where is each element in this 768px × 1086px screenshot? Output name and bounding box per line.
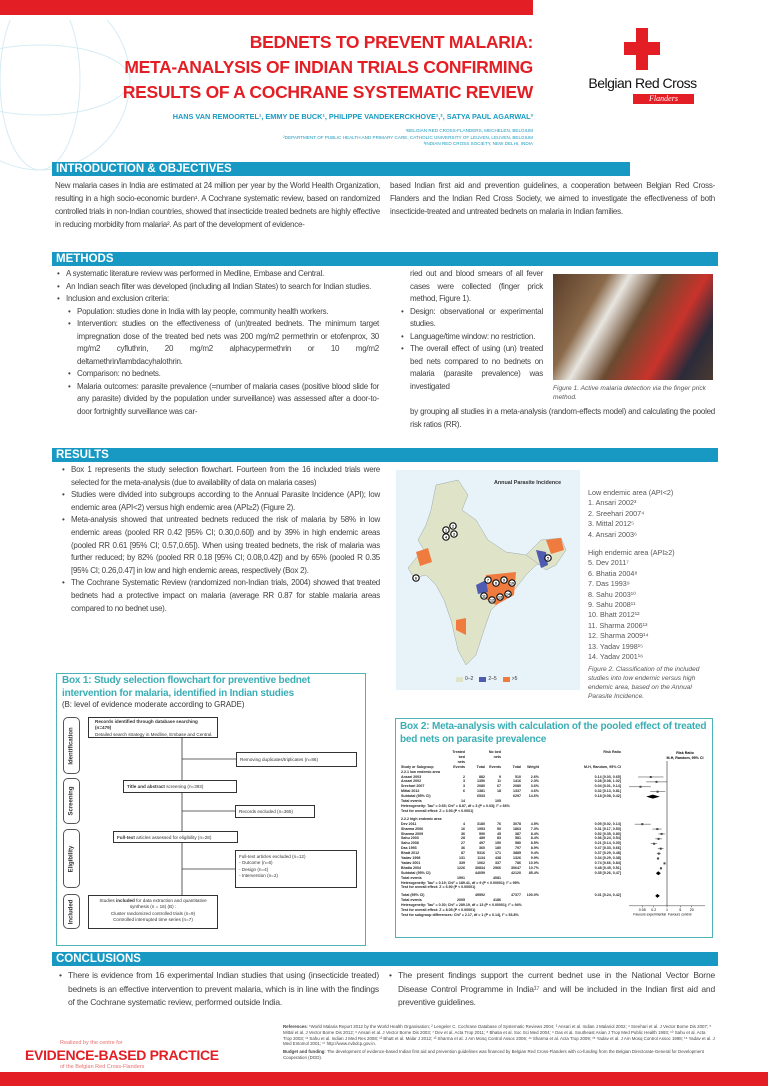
phase-included: Included xyxy=(63,894,80,929)
list-item: • Meta-analysis showed that untreated bednets reduced the risk of malaria by 58% in low endemic areas (pooled RR 0.42 [95% CI; 0.30,0.60]) and by 39% in high endemic areas (pooled RR 0.61 [95% CI; 0.57,0.65]). When using treated bednets, the risk of malaria was further reduced; by 82% (pooled RR 0.18 [95% CI; 0.08,0.42]) and by 65% (pooled R 0.35 [95% CI; 0.26,0.47] in low and high endemic areas, respectively (Box 2). xyxy=(60,514,380,577)
logo-sub: Flanders xyxy=(633,94,694,104)
forest-column-header: Study or Subgroup Events Total Events Total Weight M-H, Random, 95% CI xyxy=(401,764,621,769)
phase-identification: Identification xyxy=(63,717,80,774)
section-heading-methods: METHODS xyxy=(52,252,718,266)
box2-title: Box 2: Meta-analysis with calculation of the pooled effect of treated bed nets on parasite prevalence xyxy=(400,721,707,745)
list-item: • Box 1 represents the study selection flowchart. Fourteen from the 16 included trials were selected for the meta-analysis (due to availability of data on malaria cases) xyxy=(60,464,380,489)
forest-row: Sharma 2006 16 1953 50 1863 7.3% 0.31 [0.17, 0.53] xyxy=(401,826,621,831)
authors: HANS VAN REMOORTEL¹, EMMY DE BUCK¹, PHILIPPE VANDEKERCKHOVE¹,², SATYA PAUL AGARWAL³ xyxy=(172,112,533,121)
forest-diamond xyxy=(646,795,660,799)
box1-subtitle: (B: level of evidence moderate according to GRADE) xyxy=(62,700,245,709)
study-marker xyxy=(489,597,495,603)
study-marker xyxy=(545,555,551,561)
title-line: META-ANALYSIS OF INDIAN TRIALS CONFIRMING xyxy=(124,57,533,77)
svg-text:10: 10 xyxy=(510,581,514,586)
forest-point xyxy=(650,776,652,778)
forest-subgroup-test: Test for subgroup differences: Chi² = 2.17, df = 1 (P = 0.14), I² = 53.8% xyxy=(401,913,519,917)
forest-point xyxy=(639,786,641,788)
legend-item: 4. Ansari 2003⁶ xyxy=(588,529,637,539)
forest-tick-label: 1 xyxy=(666,907,668,912)
references: References: ¹World Malaria Report 2012 by the World Health Organisation; ² Lengeler C. Cochrane Database of Systematic Reviews 2004; ³ Ansari et al. Indian J Malariol 2002; ⁴ Sreehari et al. J Vector Borne Dis 2007; ⁵ Mittal et al. J Vector Borne Dis 2012; ⁶ Ansari et al. J Vector Borne Dis 2003; ⁷ Dev et al. Acta Trop 2011; ⁸ Bhatia et al. Soc Sci Med 2004; ⁹ Das et al. Southeast Asian J Trop Med Public Health 1993; ¹⁰ Sahu et al. Acta Trop 2003; ¹¹ Sahu et al. Indian J Med Res 2008; ¹² Bhatt et al. Malar J 2012; ¹³ Sharma et al. J Am Mosq Control Assoc 2006; ¹⁴ Sharma et al. Acta Trop 2009; ¹⁵ Yadav et al. J Am Mosq Control Assoc 1998; ¹⁶ Yadav et al. J Med Entomol 2001; ¹⁷ http://www.nvbdcp.gov.in. Budget and funding: The development of evidence-based Indian first aid and prevention guidelines was financed by Belgian Red Cross-Flanders with co-funding from the Belgian Directorate-General for Development Cooperation (DGD). xyxy=(283,1024,715,1060)
legend-item: 13. Yadav 1998¹⁵ xyxy=(588,641,644,651)
red-cross-icon xyxy=(624,28,660,70)
conclusions-list-1 xyxy=(57,969,379,1010)
legend-heading: High endemic area (API≥2) xyxy=(588,548,675,558)
poster-title xyxy=(93,30,533,105)
affiliations xyxy=(133,128,533,148)
forest-axis-label: Favours control xyxy=(668,912,692,917)
forest-row: Ansari 2003 2 882 9 510 2.6% 0.14 [0.03, 0.65] xyxy=(401,774,621,779)
list-item: • Language/time window: no restriction. xyxy=(399,331,715,344)
forest-plot xyxy=(400,750,710,918)
legend-item: 9. Sahu 2008¹¹ xyxy=(588,600,636,610)
forest-heterogeneity: Heterogeneity: Tau² = 0.30; Chi² = 289.19, df = 13 (P < 0.00001); I² = 94% xyxy=(401,903,522,908)
forest-point xyxy=(653,843,655,845)
list-item: • There is evidence from 16 experimental Indian studies that using (insecticide treated) bednets is an effective intervention to prevent malaria, which is in line with the findings of the Cochrane systematic review, performed outside India. xyxy=(57,969,379,1010)
ebp-logo: Realized by the centre for EVIDENCE-BASED PRACTICE of the Belgian Red Cross-Flanders xyxy=(25,1040,219,1070)
forest-row: Dev 2011 4 3180 76 3078 4.5% 0.05 [0.02, 0.14] xyxy=(401,821,621,826)
svg-text:7: 7 xyxy=(487,578,489,583)
svg-text:4: 4 xyxy=(445,535,447,540)
study-legend xyxy=(588,488,716,663)
list-item: • An Indian seach filter was developed (including all Indian States) to search for Indian studies. xyxy=(55,281,379,294)
forest-point xyxy=(657,791,659,793)
affiliation: ¹BELGIAN RED CROSS-FLANDERS, MECHELEN, BELGIUM xyxy=(405,128,533,133)
legend-label: >5 xyxy=(511,676,518,682)
legend-item: 2. Sreehari 2007⁴ xyxy=(588,508,645,518)
forest-point xyxy=(664,862,666,864)
forest-row: Mittal 2012 6 1381 18 1337 4.6% 0.32 [0.13, 0.81] xyxy=(401,789,621,794)
forest-point xyxy=(657,857,659,859)
legend-item: 14. Yadav 2001¹⁶ xyxy=(588,652,644,662)
list-item: • Studies were divided into subgroups according to the Annual Parasite Incidence (API); low endemic area (API<2) versus high endemic area (API≥2) (Figure 2). xyxy=(60,489,380,514)
forest-point xyxy=(660,848,662,850)
list-item: • The overall effect of using (un) treated bed nets compared to no bednets on malaria (parasite prevalence) was investigated xyxy=(399,343,715,393)
list-item: • Malaria outcomes: parasite prevalence (=number of malaria cases (positive blood slide for any parasite) divided by the population under surveillance) was assessed after a door-to-door fortnightly surveillance was car- xyxy=(66,381,379,419)
methods-continuation: by grouping all studies in a meta-analysis (random-effects model) and calculating the pooled risk ratios (RR). xyxy=(410,407,715,429)
forest-row: Sahu 2008 27 497 150 580 8.5% 0.21 [0.14, 0.30] xyxy=(401,841,621,846)
list-item: • A systematic literature review was performed in Medline, Embase and Central. xyxy=(55,268,379,281)
svg-text:14: 14 xyxy=(506,592,510,597)
map-title: Annual Parasite Incidence xyxy=(494,480,562,486)
list-item: ried out and blood smears of all fever cases were collected (finger prick method, Figure 1). xyxy=(410,269,543,303)
forest-row: Bhatia 2004 1226 30834 2566 30647 10.7% 0.48 [0.45, 0.51] xyxy=(401,865,621,870)
forest-tick-label: 0.05 xyxy=(638,907,646,912)
forest-row: Yadav 2001 339 1062 337 786 10.0% 0.74 [0.66, 0.84] xyxy=(401,860,621,865)
forest-tick-label: 5 xyxy=(679,907,682,912)
study-marker xyxy=(509,580,515,586)
forest-heterogeneity: Heterogeneity: Tau² = 0.65; Chi² = 8.87, df = 3 (P = 0.03); I² = 66% xyxy=(401,803,510,808)
forest-diamond xyxy=(656,871,661,875)
forest-total: Total (95% CI) 49592 47377 100.0% 0.31 [0.24, 0.42] xyxy=(401,893,621,898)
forest-row: Yadav 1998 131 1134 438 1326 9.9% 0.34 [0.29, 0.38] xyxy=(401,856,621,861)
forest-point xyxy=(658,838,660,840)
forest-row: Bhatt 2012 87 5316 171 3885 9.4% 0.37 [0.29, 0.48] xyxy=(401,851,621,856)
methods-list xyxy=(55,268,379,418)
forest-point xyxy=(661,833,663,835)
study-marker xyxy=(450,523,456,529)
forest-point xyxy=(641,823,643,825)
svg-text:9: 9 xyxy=(503,578,505,583)
affiliation: ²DEPARTMENT OF PUBLIC HEALTH AND PRIMARY CARE, CATHOLIC UNIVERSITY OF LEUVEN, LEUVEN, BELGIUM xyxy=(283,134,533,140)
study-marker xyxy=(451,531,457,537)
list-item: • Comparison: no bednets. xyxy=(66,368,379,381)
forest-point xyxy=(656,828,658,830)
study-marker xyxy=(481,593,487,599)
forest-events: Total events 14 105 xyxy=(401,799,501,804)
forest-group-header: Treated bed nets No bed nets Risk Ratio xyxy=(452,750,621,764)
legend-item: 3. Mittal 2012⁵ xyxy=(588,519,635,529)
forest-point xyxy=(655,781,657,783)
list-item: • Intervention: studies on the effectiveness of (un)treated bednets. The minimum target impregnation dose of the treated bed nets was 200 mg/m2 permethrin or etofenprox, 30 mg/m2 cyfluthrin, 20 mg/m2 alphacypermethrin or 10 mg/m2 deltamethrin/lambdacyhalothrin. xyxy=(66,318,379,368)
list-item: • Design: observational or experimental studies. xyxy=(399,306,715,331)
svg-text:13: 13 xyxy=(498,595,502,600)
forest-point xyxy=(658,853,660,855)
study-marker xyxy=(493,580,499,586)
study-marker xyxy=(443,527,449,533)
legend-item: 8. Sahu 2003¹⁰ xyxy=(588,589,637,599)
forest-subtotal: Subtotal (95% CI) 6533 6297 14.6% 0.18 [0.08, 0.42] xyxy=(401,794,621,799)
section-heading-results: RESULTS xyxy=(52,448,718,462)
legend-item: 1. Ansari 2002³ xyxy=(588,498,637,508)
forest-table xyxy=(400,750,622,918)
list-item: • Inclusion and exclusion criteria: • Population: studies done in India with lay people, community health workers. • Intervention: studies on the effectiveness of (un)treated bednets. The minimum target impregnation dose of the treated bed nets was 200 mg/m2 permethrin or etofenprox, 30 mg/m2 cyfluthrin, 20 mg/m2 alphacypermethrin or 10 mg/m2 deltamethrin/lambdacyhalothrin. • Comparison: no bednets. • Malaria outcomes: parasite prevalence (=number of malaria cases (positive blood slide for any parasite) divided by the population under surveillance) was assessed after a door-to-door fortnightly surveillance was car- xyxy=(55,293,379,418)
study-marker xyxy=(485,577,491,583)
conclusions-list-2 xyxy=(387,969,715,1010)
forest-axis-header: M-H, Random, 95% CI xyxy=(666,756,704,760)
forest-row: Sharma 2009 36 590 45 387 8.4% 0.52 [0.35, 0.80] xyxy=(401,831,621,836)
bottom-red-bar xyxy=(0,1072,768,1086)
legend-item: 7. Das 1993⁹ xyxy=(588,579,630,589)
india-map xyxy=(396,470,580,690)
forest-subtotal: Subtotal (95% CI) 44059 42120 85.4% 0.35 [0.26, 0.47] xyxy=(401,870,621,875)
forest-test: Test for overall effect: Z = 8.05 (P < 0.00001) xyxy=(401,908,476,913)
forest-test: Test for overall effect: Z = 3.93 (P < 0.0001) xyxy=(401,808,474,813)
box1-title: Box 1: Study selection flowchart for preventive bednet intervention for malaria, identified in Indian studies xyxy=(62,675,311,699)
svg-text:1: 1 xyxy=(445,528,447,533)
study-marker xyxy=(413,575,419,581)
title-line: BEDNETS TO PREVENT MALARIA: xyxy=(249,32,533,52)
intro-col2: based Indian first aid and prevention guidelines, a cooperation between Belgian Red Cross-Flanders and the Indian Red Cross Society, we aimed to investigate the effectiveness of both insecticide-treated and untreated bednets on malaria in Indian families. xyxy=(390,181,715,216)
forest-row: Das 1993 36 360 180 797 8.9% 0.47 [0.33, 0.66] xyxy=(401,846,621,851)
affiliation: ³INDIAN RED CROSS SOCIETY, NEW DELHI, INDIA xyxy=(423,141,533,147)
forest-tick-label: 0.2 xyxy=(651,907,657,912)
forest-subgroup: 2.2.1 low endemic area xyxy=(401,769,440,774)
flow-fulltext-excluded: Full-text articles excluded (n=12) - Outcome (n=6) - Design (n=4) - Intervention (n=2) xyxy=(235,850,357,888)
title-line: RESULTS OF A COCHRANE SYSTEMATIC REVIEW xyxy=(122,82,533,102)
flow-records-identified: Records identified through database searching (n=479) Detailed search strategy in Medline, Embase and Central. xyxy=(88,717,218,738)
svg-text:8: 8 xyxy=(495,581,497,586)
forest-events: Total events 1991 4081 xyxy=(401,875,501,880)
box2-body xyxy=(400,721,710,918)
methods-list-2 xyxy=(399,268,715,393)
list-item: • The present findings support the current bednet use in the National Vector Borne Disease Control Programme in India¹⁷ and will be included in the Indian first aid and preventive guidelines. xyxy=(387,969,715,1010)
forest-subgroup: 2.2.2 high endemic area xyxy=(401,816,442,821)
forest-axis-label: Favours experimental xyxy=(633,912,666,917)
phase-screening: Screening xyxy=(63,778,80,824)
study-marker xyxy=(505,591,511,597)
forest-tick-label: 20 xyxy=(689,907,694,912)
flow-included: Studies included for data extraction and quantitative synthesis (n = 16) (B) : Cluster randomized controlled trials (n=9) Controlled interrupted time series (n=7) xyxy=(88,895,218,929)
forest-row: Ansari 2002 3 1350 11 1416 2.3% 0.28 [0.08, 1.02] xyxy=(401,779,621,784)
figure2-map xyxy=(396,470,580,690)
forest-point xyxy=(660,867,662,869)
belgian-red-cross-logo xyxy=(575,28,710,120)
study-marker xyxy=(443,534,449,540)
svg-text:2: 2 xyxy=(452,524,454,529)
flowchart-connectors xyxy=(80,730,240,900)
flow-title-abstract: Title and abstract screening (n=393) xyxy=(123,780,237,793)
forest-row: Sahu 2003 28 489 83 581 8.4% 0.36 [0.24, 0.54] xyxy=(401,836,621,841)
study-marker xyxy=(497,594,503,600)
forest-heterogeneity: Heterogeneity: Tau² = 0.19; Chi² = 189.41, df = 9 (P < 0.00001); I² = 95% xyxy=(401,880,520,885)
svg-text:11: 11 xyxy=(482,594,486,599)
legend-item: 12. Sharma 2009¹⁴ xyxy=(588,631,649,641)
forest-events: Total events 2005 4186 xyxy=(401,898,501,903)
flow-fulltext-assessed: Full-text articles assessed for eligibility (n=28) xyxy=(113,831,238,843)
list-item: • Population: studies done in India with lay people, community health workers. xyxy=(66,306,379,319)
results-list xyxy=(60,464,380,615)
methods-right-column xyxy=(399,268,715,431)
legend-item: 10. Bhatt 2012¹² xyxy=(588,610,640,620)
forest-test: Test for overall effect: Z = 6.90 (P < 0.00001) xyxy=(401,885,476,890)
figure1-caption: Figure 1. Active malaria detection via the finger prick method. xyxy=(553,385,706,401)
legend-label: 2–5 xyxy=(488,676,497,682)
legend-heading: Low endemic area (API<2) xyxy=(588,488,674,497)
map-legend xyxy=(456,676,517,682)
legend-label: 0–2 xyxy=(465,676,474,682)
study-marker xyxy=(501,577,507,583)
svg-text:6: 6 xyxy=(415,576,417,581)
legend-item: 11. Sharma 2006¹³ xyxy=(588,620,648,630)
box1-header xyxy=(62,675,362,710)
flow-records-excluded: Records excluded (n=365) xyxy=(235,805,315,818)
forest-row: Sreehari 2007 3 2080 67 2080 3.6% 0.04 [0.01, 0.14] xyxy=(401,784,621,789)
figure2-caption: Figure 2. Classification of the included studies into low endemic versus high endemic area, based on the Annual Parasite Incidence. xyxy=(588,666,700,700)
flow-duplicates: Removing duplicates/triplicates (n=86) xyxy=(236,752,357,767)
legend-item: 5. Dev 2011⁷ xyxy=(588,558,629,568)
section-heading-conclusions: CONCLUSIONS xyxy=(52,952,718,966)
section-heading-intro: INTRODUCTION & OBJECTIVES xyxy=(52,162,630,176)
logo-text: Belgian Red Cross xyxy=(588,75,697,91)
phase-eligibility: Eligibility xyxy=(63,829,80,888)
forest-plot-graphic xyxy=(625,750,710,940)
forest-diamond xyxy=(655,894,660,898)
top-red-bar xyxy=(0,0,533,15)
list-item: • The Cochrane Systematic Review (randomized non-Indian trials, 2004) showed that treated bednets had a protective impact on malaria (average RR 0.87 for stable malaria areas compared to no bednet use). xyxy=(60,577,380,615)
forest-axis-header: Risk Ratio xyxy=(676,751,694,755)
svg-text:5: 5 xyxy=(547,556,549,561)
svg-text:3: 3 xyxy=(453,532,455,537)
intro-col1: New malaria cases in India are estimated at 24 million per year by the World Health Organization, resulting in a high socio-economic burden¹. A Cochrane systematic review, based on randomized controlled trials in non-Indian countries, showed that insecticide treated bednets are highly effective in reducing morbidity from malaria². As part of the development of evidence- xyxy=(55,181,380,229)
legend-item: 6. Bhatia 2004⁸ xyxy=(588,568,638,578)
svg-text:12: 12 xyxy=(490,598,494,603)
